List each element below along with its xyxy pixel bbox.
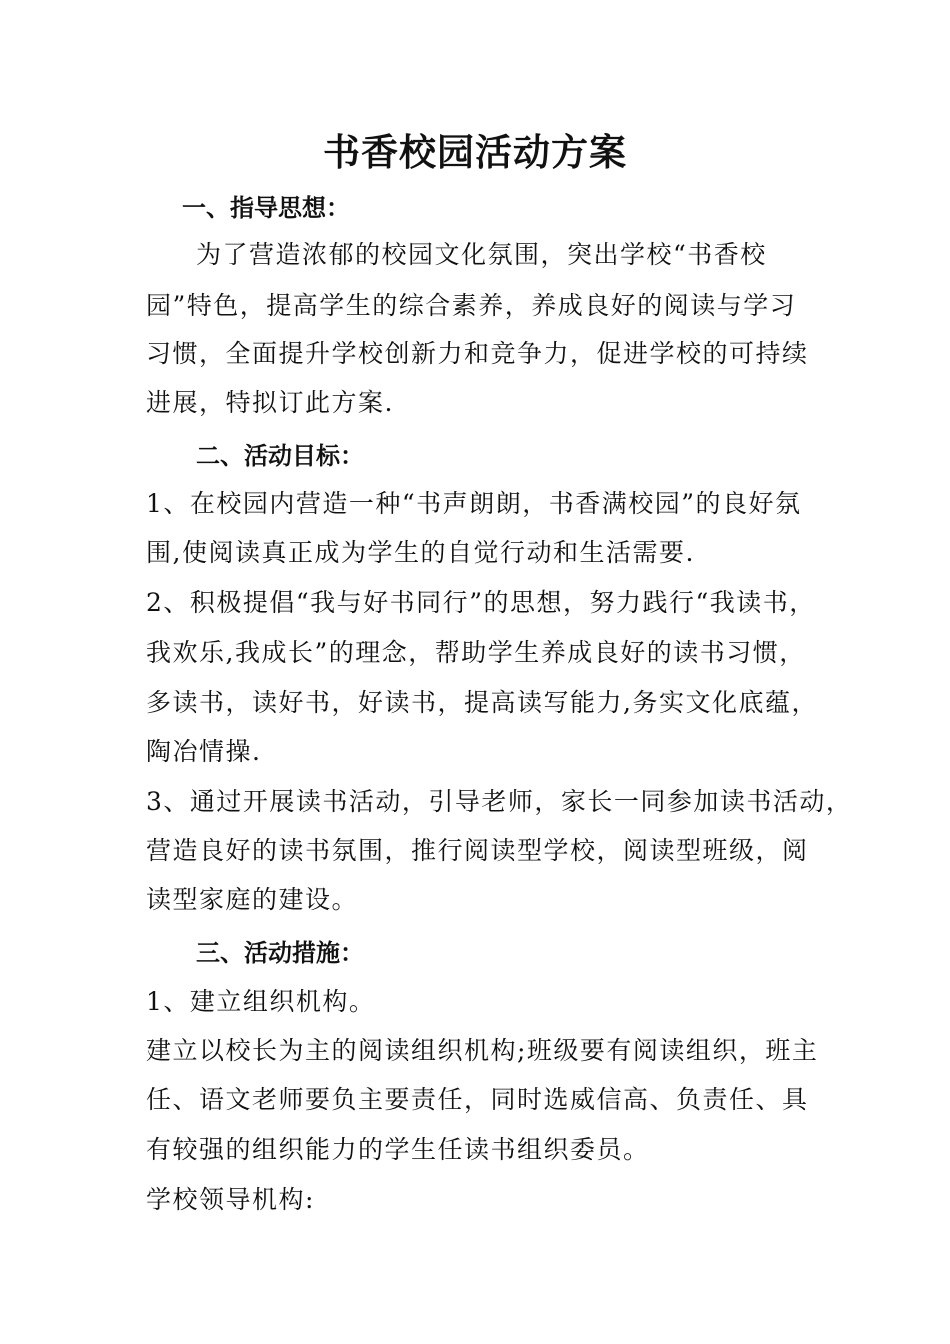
paragraph-line: 围,使阅读真正成为学生的自觉行动和生活需要. bbox=[146, 538, 695, 567]
paragraph-line: 学校领导机构: bbox=[146, 1185, 315, 1214]
section-heading-goals: 二、活动目标： bbox=[196, 442, 364, 470]
paragraph-line: 为了营造浓郁的校园文化氛围，突出学校“书香校 bbox=[196, 240, 767, 269]
paragraph-line: 我欢乐,我成长”的理念，帮助学生养成良好的读书习惯， bbox=[146, 638, 806, 667]
paragraph-line: 1、建立组织机构。 bbox=[146, 987, 376, 1016]
paragraph-line: 1、在校园内营造一种“书声朗朗，书香满校园”的良好氛 bbox=[146, 489, 802, 518]
paragraph-line: 营造良好的读书氛围，推行阅读型学校，阅读型班级，阅 bbox=[146, 836, 809, 865]
paragraph-line: 园”特色，提高学生的综合素养，养成良好的阅读与学习 bbox=[146, 291, 797, 320]
paragraph-line: 陶冶情操. bbox=[146, 737, 262, 766]
paragraph-line: 任、语文老师要负主要责任，同时选威信高、负责任、具 bbox=[146, 1085, 809, 1114]
paragraph-line: 有较强的组织能力的学生任读书组织委员。 bbox=[146, 1135, 650, 1164]
paragraph-line: 2、积极提倡“我与好书同行”的思想，努力践行“我读书， bbox=[146, 588, 816, 617]
paragraph-line: 3、通过开展读书活动，引导老师，家长一同参加读书活动， bbox=[146, 787, 853, 816]
section-heading-measures: 三、活动措施： bbox=[196, 939, 364, 967]
section-heading-guiding: 一、指导思想： bbox=[182, 194, 350, 222]
paragraph-line: 进展，特拟订此方案. bbox=[146, 388, 394, 417]
paragraph-line: 多读书，读好书，好读书，提高读写能力,务实文化底蕴， bbox=[146, 688, 818, 717]
paragraph-line: 建立以校长为主的阅读组织机构;班级要有阅读组织，班主 bbox=[146, 1036, 819, 1065]
paragraph-line: 读型家庭的建设。 bbox=[146, 885, 359, 914]
document-title: 书香校园活动方案 bbox=[323, 131, 627, 174]
paragraph-line: 习惯，全面提升学校创新力和竞争力，促进学校的可持续 bbox=[146, 339, 809, 368]
